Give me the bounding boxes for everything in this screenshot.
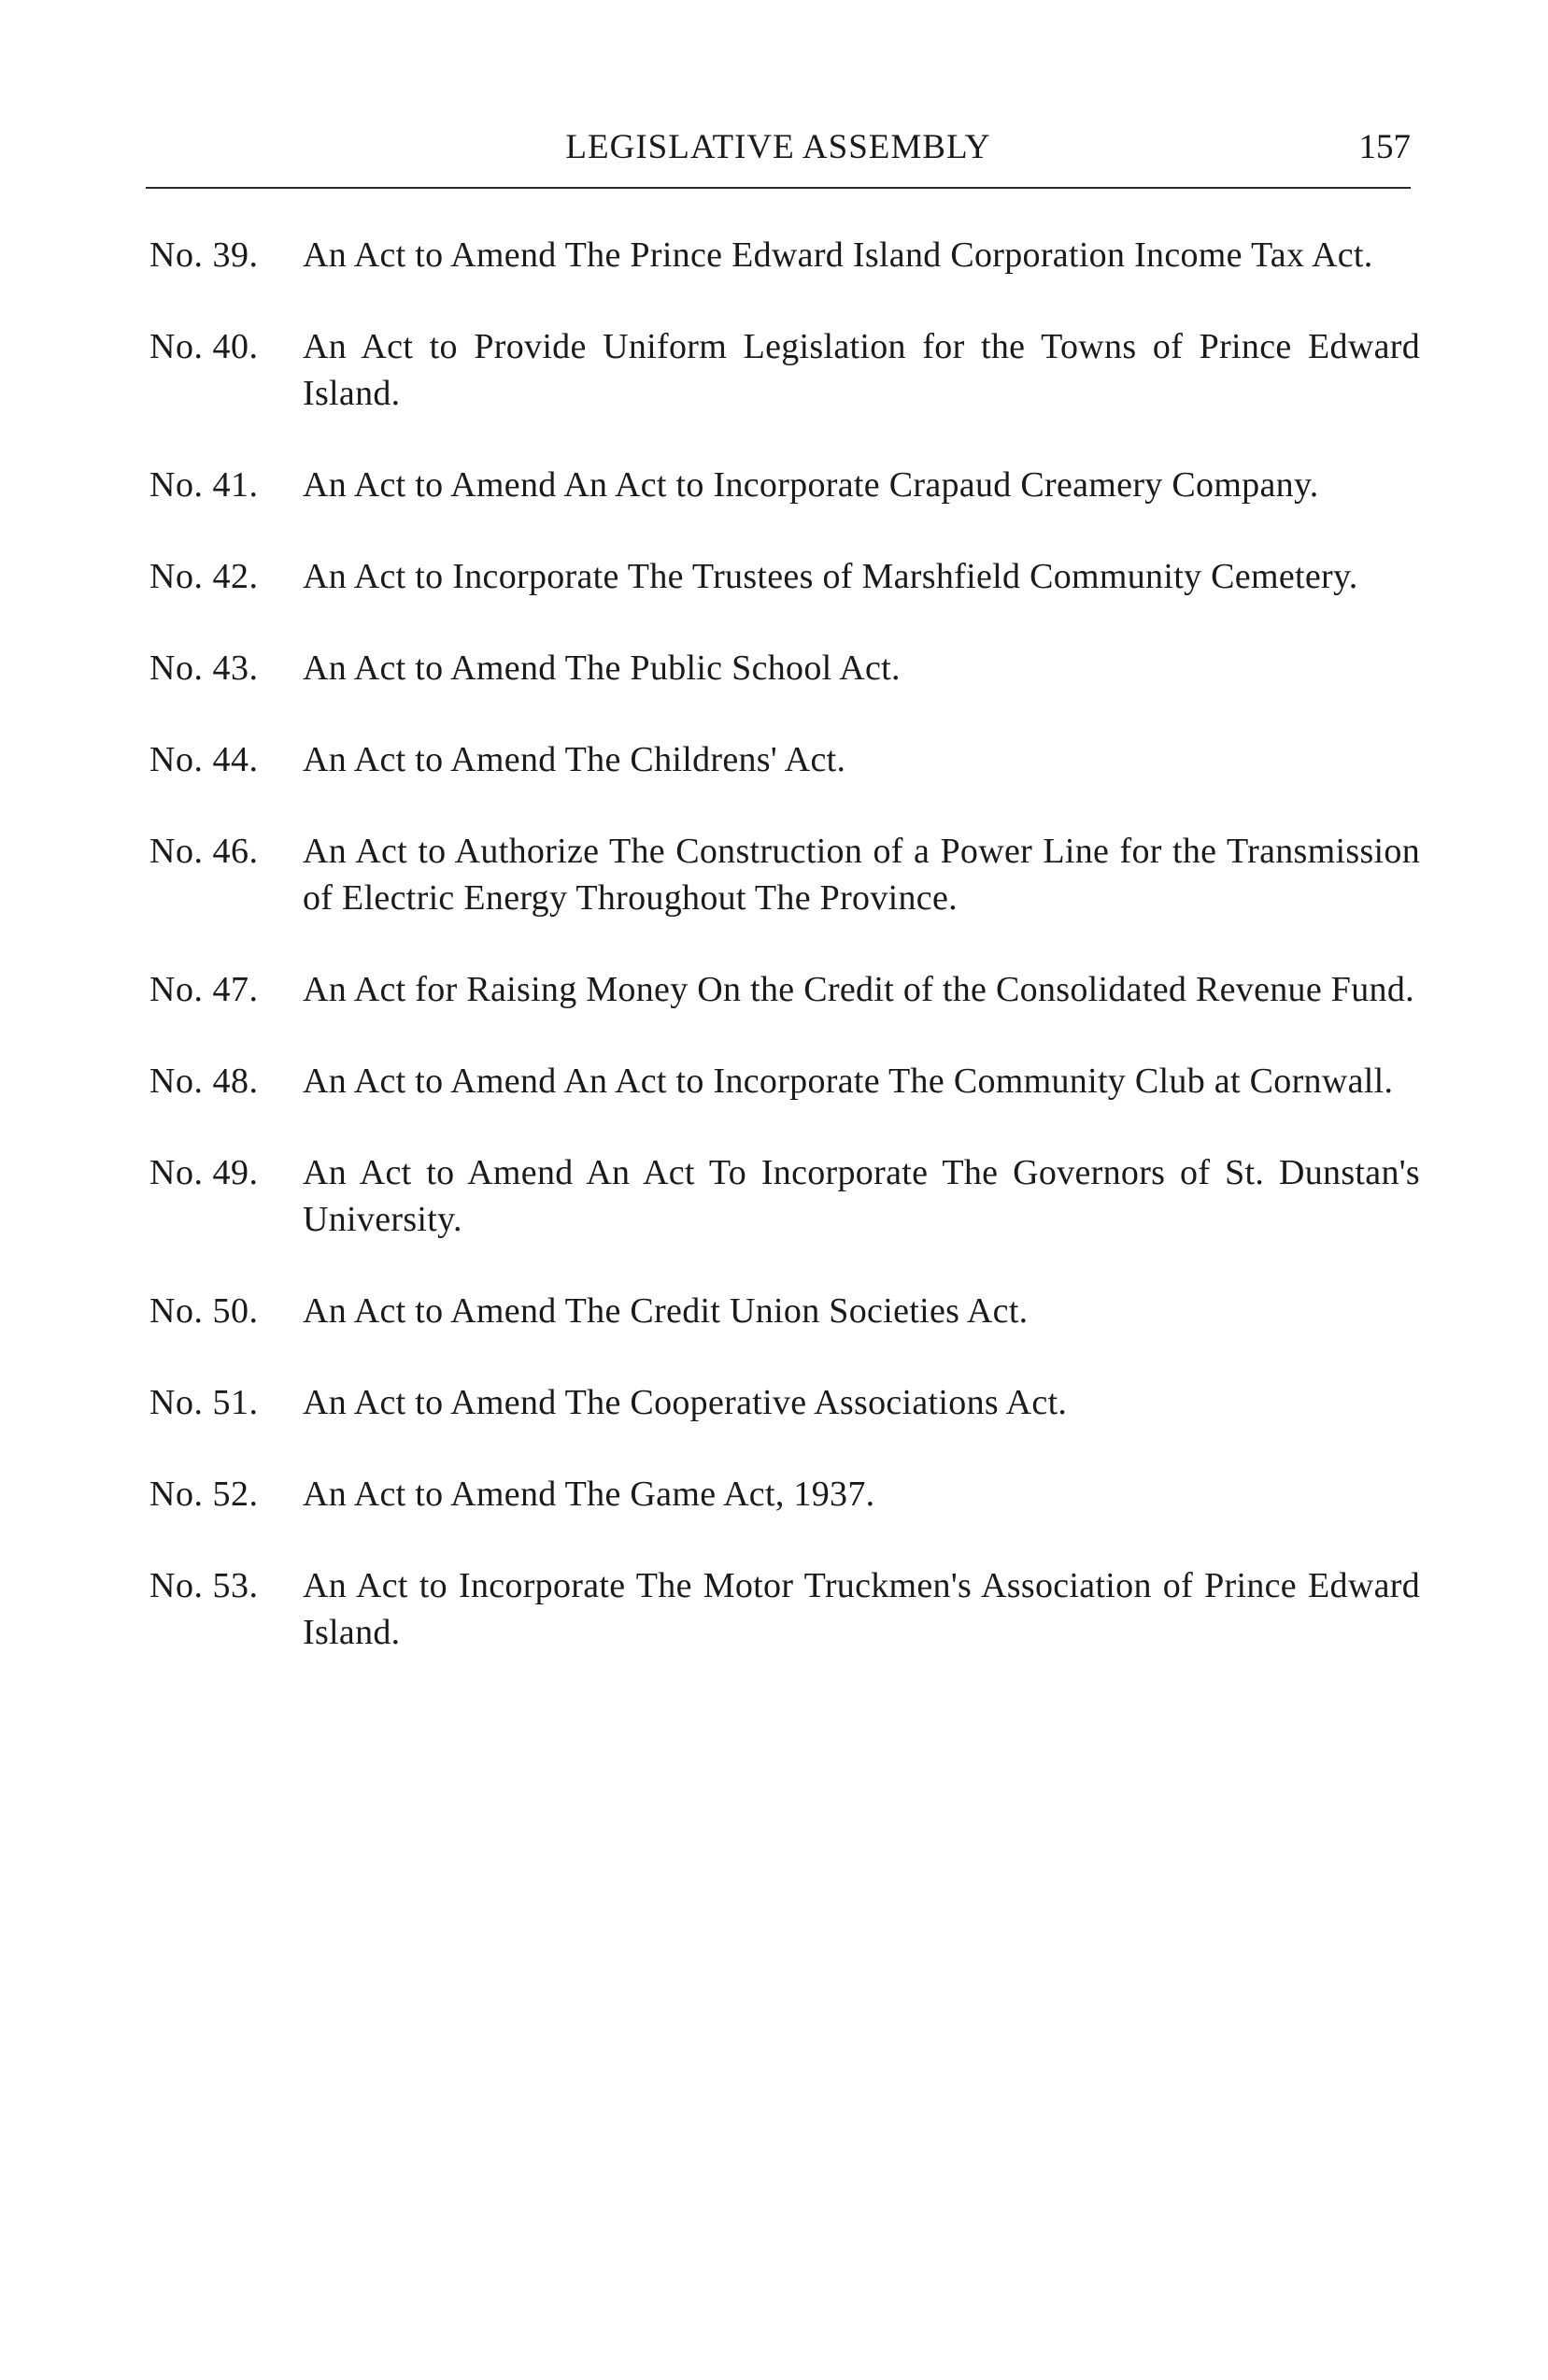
act-title: An Act to Amend The Game Act, 1937. [303, 1475, 875, 1514]
act-title: An Act to Incorporate The Trustees of Marshfield Community Cemetery. [303, 557, 1358, 596]
act-entry-49 [149, 1149, 1420, 1243]
act-number: No. 41. [149, 465, 259, 505]
act-entry-53 [149, 1562, 1420, 1656]
act-title: An Act to Authorize The Construction of a Power Line for the Transmission of Electric Energy Throughout The Province. [303, 832, 1420, 918]
act-entry-41 [149, 462, 1420, 508]
act-number: No. 48. [149, 1062, 259, 1101]
header-title: LEGISLATIVE ASSEMBLY [565, 128, 991, 166]
act-number: No. 40. [149, 327, 259, 366]
act-number: No. 39. [149, 235, 259, 275]
act-title: An Act to Provide Uniform Legislation for the Towns of Prince Edward Island. [303, 327, 1420, 413]
act-entry-42 [149, 553, 1420, 600]
act-number: No. 46. [149, 832, 259, 871]
acts-list [149, 232, 1420, 1701]
act-entry-51 [149, 1379, 1420, 1426]
act-title: An Act to Amend An Act to Incorporate The Community Club at Cornwall. [303, 1062, 1394, 1101]
act-number: No. 44. [149, 740, 259, 779]
running-header [146, 127, 1411, 183]
act-title: An Act to Amend The Cooperative Associations Act. [303, 1383, 1068, 1422]
page-number: 157 [1358, 128, 1411, 166]
act-number: No. 50. [149, 1291, 259, 1331]
act-entry-44 [149, 736, 1420, 783]
act-title: An Act to Amend An Act to Incorporate Crapaud Creamery Company. [303, 465, 1319, 505]
act-number: No. 52. [149, 1475, 259, 1514]
act-number: No. 53. [149, 1566, 259, 1605]
act-title: An Act to Amend The Childrens' Act. [303, 740, 846, 779]
act-entry-46 [149, 828, 1420, 921]
act-number: No. 51. [149, 1383, 259, 1422]
act-title: An Act to Amend The Prince Edward Island Corporation Income Tax Act. [303, 235, 1373, 275]
act-entry-52 [149, 1471, 1420, 1518]
act-entry-48 [149, 1058, 1420, 1104]
act-number: No. 49. [149, 1153, 259, 1192]
act-entry-47 [149, 966, 1420, 1013]
act-number: No. 47. [149, 970, 259, 1009]
act-number: No. 42. [149, 557, 259, 596]
act-entry-50 [149, 1288, 1420, 1334]
act-title: An Act for Raising Money On the Credit of the Consolidated Revenue Fund. [303, 970, 1414, 1009]
act-entry-39 [149, 232, 1420, 278]
act-title: An Act to Amend The Credit Union Societies Act. [303, 1291, 1029, 1331]
act-entry-43 [149, 645, 1420, 691]
header-rule [146, 187, 1411, 189]
act-title: An Act to Amend An Act To Incorporate The Governors of St. Dunstan's University. [303, 1153, 1420, 1239]
act-number: No. 43. [149, 648, 259, 688]
act-title: An Act to Incorporate The Motor Truckmen's Association of Prince Edward Island. [303, 1566, 1420, 1652]
act-title: An Act to Amend The Public School Act. [303, 648, 901, 688]
act-entry-40 [149, 323, 1420, 417]
